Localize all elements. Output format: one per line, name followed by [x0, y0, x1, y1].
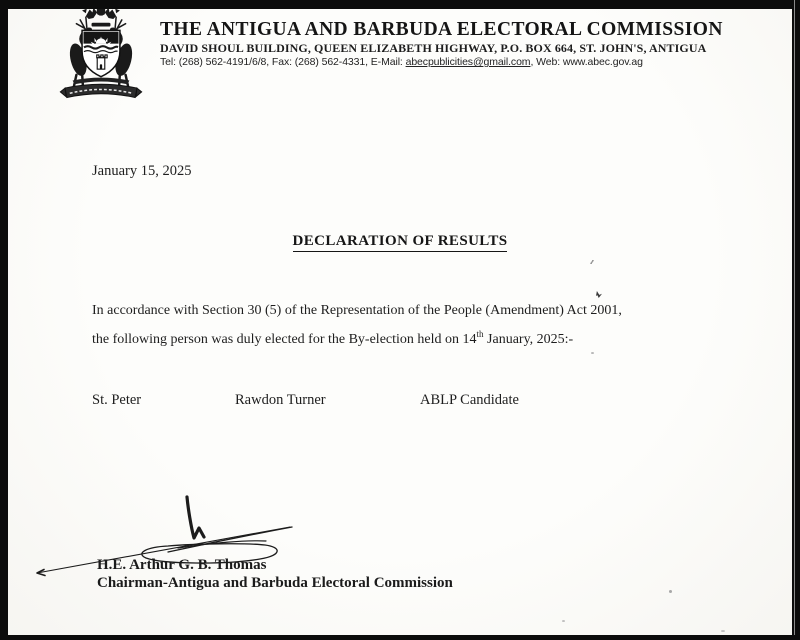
- doc-title: DECLARATION OF RESULTS: [293, 233, 508, 252]
- address-line: DAVID SHOUL BUILDING, QUEEN ELIZABETH HIGHWAY, P.O. BOX 664, ST. JOHN'S, ANTIGUA: [160, 41, 707, 55]
- body-line-2: the following person was duly elected for the By-election held on 14th January, 2025:-: [92, 328, 574, 347]
- contact-post: , Web: www.abec.gov.ag: [530, 56, 643, 68]
- scan-artifact: [721, 630, 725, 632]
- scan-artifact: [669, 590, 672, 593]
- contact-pre: Tel: (268) 562-4191/6/8, Fax: (268) 562-4331, E-Mail:: [160, 56, 406, 68]
- org-name: THE ANTIGUA AND BARBUDA ELECTORAL COMMISSION: [160, 19, 723, 40]
- body-paragraph: [92, 300, 687, 351]
- date-line: January 15, 2025: [92, 163, 192, 179]
- scan-border-right: [792, 0, 800, 640]
- candidate-name: Rawdon Turner: [235, 392, 326, 408]
- scan-artifact: [596, 291, 602, 298]
- scan-artifact: [589, 260, 595, 264]
- scan-border-bottom: [0, 635, 800, 640]
- scan-border-top: [0, 0, 800, 9]
- signatory-name: H.E. Arthur G. B. Thomas: [97, 557, 267, 573]
- signatory-title: Chairman-Antigua and Barbuda Electoral Commission: [97, 575, 453, 591]
- scan-artifact: [591, 352, 594, 354]
- contact-line: [160, 56, 720, 68]
- constituency-name: St. Peter: [92, 392, 142, 408]
- scan-border-left: [0, 0, 8, 640]
- antigua-barbuda-coat-of-arms-icon: [52, 1, 150, 107]
- doc-title-wrap: [0, 232, 800, 252]
- handwritten-signature-icon: [10, 488, 340, 578]
- ordinal-suffix: th: [476, 328, 484, 339]
- body-line-1: In accordance with Section 30 (5) of the Representation of the People (Amendment) Act 2001,: [92, 303, 622, 318]
- party-label: ABLP Candidate: [420, 392, 519, 408]
- scan-artifact: [562, 620, 565, 622]
- email-text: abecpublicities@gmail.com: [405, 56, 531, 68]
